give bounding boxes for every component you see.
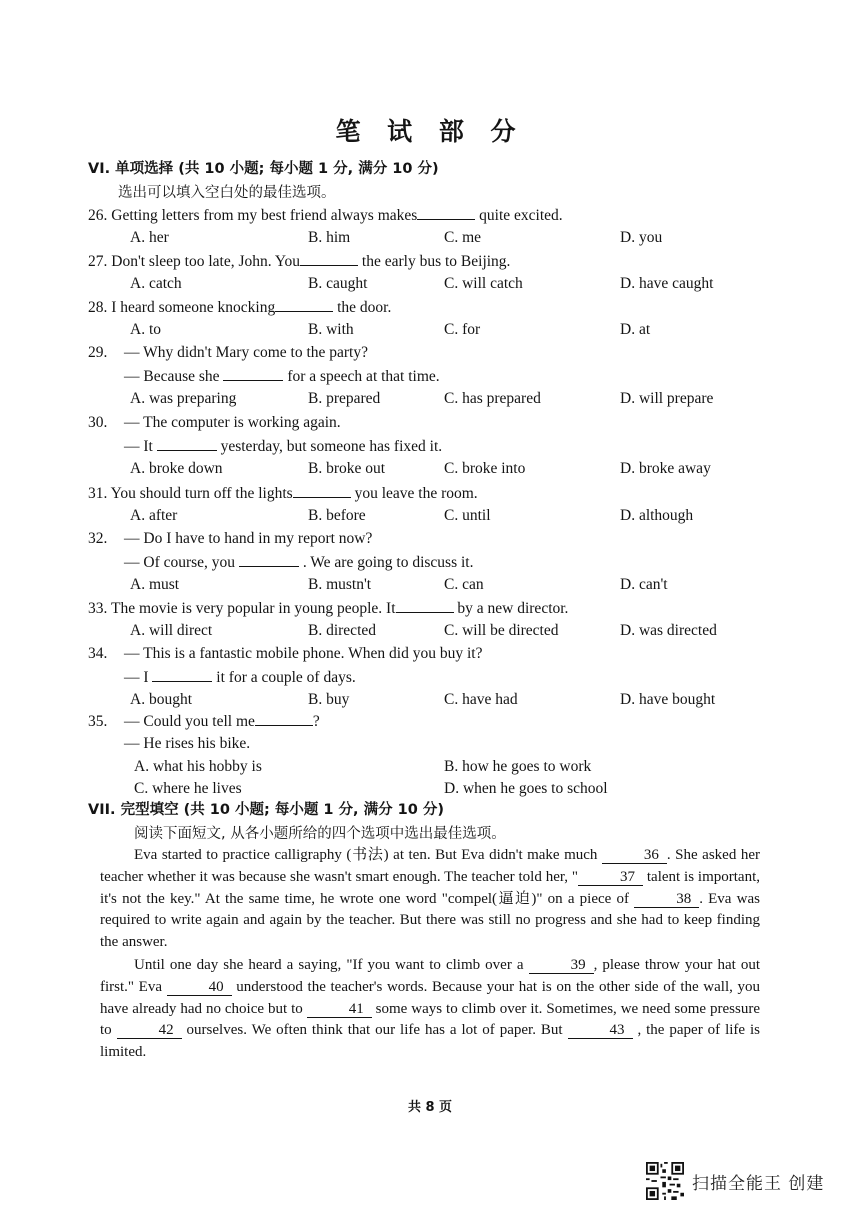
answer-option: B. broke out: [308, 460, 386, 477]
qr-code-icon: [646, 1162, 684, 1200]
passage-text: talent is important, it's not the key." At the same time, he wrote one word "compel(逼迫)" on a piece of: [100, 868, 760, 907]
cloze-blank-number: 40: [167, 979, 232, 996]
cloze-blank-number: 37: [578, 869, 643, 886]
cloze-blank-number: 42: [117, 1022, 182, 1039]
section-vi-instruction: 选出可以填入空白处的最佳选项。: [118, 185, 336, 201]
question-number: 27.: [88, 253, 108, 270]
dialog-text: — He rises his bike.: [124, 735, 251, 752]
question-number: 32.: [88, 530, 108, 547]
question-dialog-line: [124, 734, 250, 754]
question-dialog-line: [124, 552, 473, 573]
answer-option: C. broke into: [444, 460, 526, 477]
passage-text: , please throw your hat out first." Eva: [100, 957, 760, 995]
cloze-blank-number: 41: [307, 1001, 372, 1018]
passage-text: understood the teacher's words. Because your hat is on the other side of the wall, you have already had no choice but to: [100, 978, 760, 1017]
answer-option: A. was preparing: [130, 390, 237, 407]
dialog-text: — Of course, you: [124, 554, 239, 571]
passage-paragraph-1: [100, 845, 760, 954]
answer-option: D. have bought: [620, 691, 716, 708]
answer-option: B. prepared: [308, 390, 381, 407]
passage-text: . Eva was required to write again and again by the teacher. But there was still no progress and she had to keep finding the answer.: [100, 890, 760, 951]
question-stem: [88, 598, 568, 619]
answer-blank: [275, 297, 333, 312]
dialog-text: . We are going to discuss it.: [298, 554, 474, 571]
answer-blank: [293, 483, 351, 498]
question-dialog-line: [88, 413, 341, 433]
answer-option: C. has prepared: [444, 390, 541, 407]
cloze-blank-number: 39: [529, 957, 594, 974]
answer-option: A. to: [130, 321, 161, 338]
passage-paragraph-2: [100, 955, 760, 1064]
question-number: 30.: [88, 414, 108, 431]
question-text: the door.: [333, 299, 392, 316]
answer-option: A. after: [130, 507, 178, 524]
answer-option: C. me: [444, 229, 482, 246]
question-text: by a new director.: [453, 600, 569, 617]
dialog-text: — Could you tell me: [124, 713, 255, 730]
question-dialog-line: [124, 667, 356, 688]
answer-option: D. was directed: [620, 622, 717, 639]
answer-option: D. will prepare: [620, 390, 714, 407]
question-number: 26.: [88, 207, 108, 224]
question-dialog-line: [124, 366, 440, 387]
answer-option: D. at: [620, 321, 651, 338]
answer-blank: [300, 251, 358, 266]
answer-option: A. will direct: [130, 622, 213, 639]
question-dialog-line: [124, 436, 442, 457]
answer-blank: [255, 711, 313, 726]
answer-option: B. caught: [308, 275, 368, 292]
answer-option: A. broke down: [130, 460, 223, 477]
question-text: Don't sleep too late, John. You: [107, 253, 301, 270]
answer-option: B. before: [308, 507, 366, 524]
question-dialog-line: [88, 711, 320, 732]
question-text: The movie is very popular in young people. It: [107, 600, 396, 617]
question-number: 34.: [88, 645, 108, 662]
question-text: the early bus to Beijing.: [358, 253, 511, 270]
dialog-text: yesterday, but someone has fixed it.: [216, 438, 443, 455]
answer-option: B. buy: [308, 691, 350, 708]
dialog-text: — The computer is working again.: [124, 414, 341, 431]
passage-text: ourselves. We often think that our life has a lot of paper. But: [181, 1022, 568, 1039]
answer-blank: [239, 552, 299, 567]
watermark-text: 扫描全能王 创建: [692, 1173, 825, 1194]
answer-option: B. how he goes to work: [444, 758, 592, 775]
passage-text: , the paper of life is limited.: [100, 1022, 760, 1061]
answer-blank: [417, 205, 475, 220]
cloze-blank-number: 43: [568, 1022, 633, 1039]
answer-option: D. when he goes to school: [444, 780, 608, 797]
answer-option: A. what his hobby is: [134, 758, 262, 775]
question-stem: [88, 205, 563, 226]
question-number: 28.: [88, 299, 108, 316]
answer-blank: [152, 667, 212, 682]
answer-option: B. with: [308, 321, 354, 338]
answer-option: D. can't: [620, 576, 668, 593]
answer-option: C. will be directed: [444, 622, 559, 639]
answer-blank: [223, 366, 283, 381]
question-stem: [88, 297, 391, 318]
page-title: 笔 试 部 分: [335, 117, 525, 146]
passage-text: Eva started to practice calligraphy (书法) at ten. But Eva didn't make much: [134, 847, 602, 863]
answer-option: A. bought: [130, 691, 192, 708]
question-dialog-line: [88, 529, 372, 549]
answer-option: A. catch: [130, 275, 182, 292]
answer-option: C. will catch: [444, 275, 523, 292]
question-number: 35.: [88, 713, 108, 730]
question-stem: [88, 483, 478, 504]
dialog-text: ?: [312, 713, 320, 730]
question-number: 33.: [88, 600, 108, 617]
dialog-text: — It: [124, 438, 157, 455]
answer-option: B. directed: [308, 622, 377, 639]
answer-option: C. can: [444, 576, 484, 593]
dialog-text: — This is a fantastic mobile phone. When did you buy it?: [124, 645, 483, 662]
answer-option: C. where he lives: [134, 780, 242, 797]
section-vii-instruction: 阅读下面短文, 从各小题所给的四个选项中选出最佳选项。: [134, 826, 506, 842]
dialog-text: — Do I have to hand in my report now?: [124, 530, 373, 547]
passage-text: . She asked her teacher whether it was because she wasn't smart enough. The teacher told her, ": [100, 847, 760, 885]
cloze-blank-number: 36: [602, 847, 667, 864]
answer-option: B. mustn't: [308, 576, 372, 593]
answer-option: C. have had: [444, 691, 518, 708]
passage-text: Until one day she heard a saying, "If you want to climb over a: [134, 957, 529, 973]
dialog-text: it for a couple of days.: [212, 669, 356, 686]
question-text: you leave the room.: [350, 485, 478, 502]
dialog-text: — Why didn't Mary come to the party?: [124, 344, 368, 361]
cloze-blank-number: 38: [634, 891, 699, 908]
section-vii-heading: VII. 完型填空 (共 10 小题; 每小题 1 分, 满分 10 分): [88, 802, 445, 818]
answer-option: A. must: [130, 576, 180, 593]
question-text: I heard someone knocking: [107, 299, 276, 316]
answer-option: A. her: [130, 229, 169, 246]
answer-option: D. broke away: [620, 460, 711, 477]
question-dialog-line: [88, 343, 368, 363]
answer-option: D. have caught: [620, 275, 714, 292]
question-number: 31.: [88, 485, 108, 502]
answer-blank: [157, 436, 217, 451]
answer-option: C. until: [444, 507, 491, 524]
page-footer: 共 8 页: [407, 1100, 453, 1115]
section-vi-heading: VI. 单项选择 (共 10 小题; 每小题 1 分, 满分 10 分): [88, 161, 439, 177]
question-dialog-line: [88, 644, 482, 664]
dialog-text: for a speech at that time.: [283, 368, 440, 385]
answer-option: C. for: [444, 321, 481, 338]
answer-option: D. although: [620, 507, 694, 524]
question-text: quite excited.: [475, 207, 563, 224]
dialog-text: — I: [124, 669, 153, 686]
question-number: 29.: [88, 344, 108, 361]
passage-text: some ways to climb over it. Sometimes, we need some pressure to: [100, 1000, 761, 1039]
answer-option: D. you: [620, 229, 663, 246]
question-stem: [88, 251, 510, 272]
question-text: Getting letters from my best friend always makes: [107, 207, 418, 224]
answer-blank: [396, 598, 454, 613]
question-text: You should turn off the lights: [107, 485, 293, 502]
dialog-text: — Because she: [124, 368, 224, 385]
answer-option: B. him: [308, 229, 351, 246]
scanner-watermark: [646, 1162, 824, 1200]
